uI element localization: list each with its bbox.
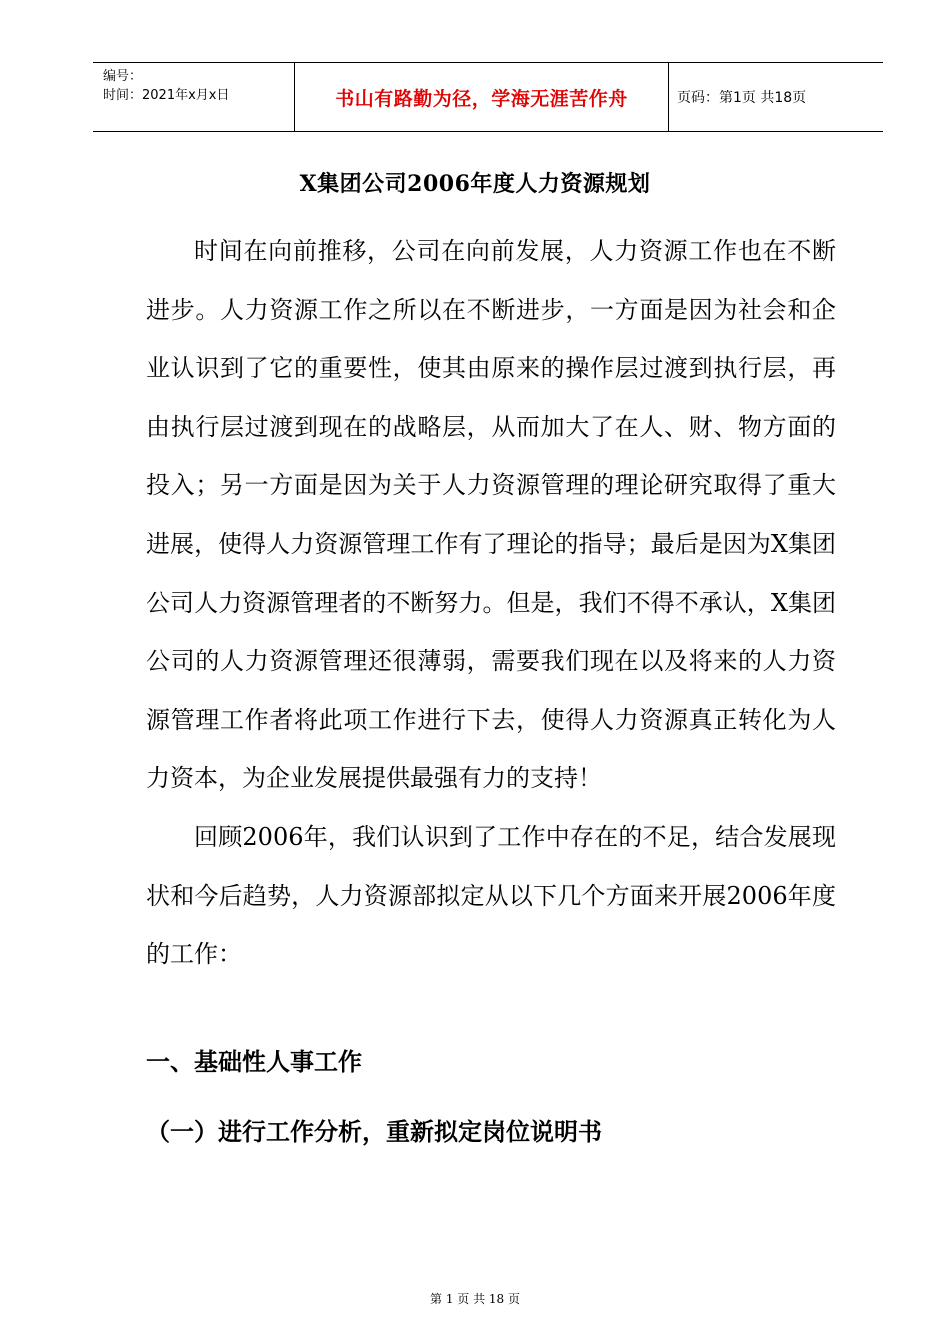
- document-body: [146, 222, 836, 984]
- subsection-heading: （一）进行工作分析，重新拟定岗位说明书: [146, 1118, 602, 1146]
- body-paragraph: 回顾2006年，我们认识到了工作中存在的不足，结合发展现状和今后趋势，人力资源部拟定从以下几个方面来开展2006年度的工作：: [146, 822, 836, 969]
- header-motto: 书山有路勤为径，学海无涯苦作舟: [335, 87, 628, 110]
- header-motto-cell: [294, 63, 669, 131]
- header-page-info: 页码：第1页 共18页: [677, 90, 807, 106]
- page-footer: 第 1 页 共 18 页: [430, 1292, 520, 1306]
- body-paragraph: 时间在向前推移，公司在向前发展，人力资源工作也在不断进步。人力资源工作之所以在不断进步，一方面是因为社会和企业认识到了它的重要性，使其由原来的操作层过渡到执行层，再由执行层过渡到现在的战略层，从而加大了在人、财、物方面的投入；另一方面是因为关于人力资源管理的理论研究取得了重大进展，使得人力资源管理工作有了理论的指导；最后是因为X集团公司人力资源管理者的不断努力。但是，我们不得不承认，X集团公司的人力资源管理还很薄弱，需要我们现在以及将来的人力资源管理工作者将此项工作进行下去，使得人力资源真正转化为人力资本，为企业发展提供最强有力的支持！: [146, 237, 836, 793]
- time-label: 时间：2021年x月x日: [103, 88, 230, 103]
- page-header: [93, 62, 883, 132]
- number-label: 编号：: [103, 69, 143, 84]
- header-meta: [93, 63, 293, 131]
- section-heading: 一、基础性人事工作: [146, 1048, 362, 1076]
- header-page-cell: [669, 63, 883, 131]
- document-title: X集团公司2006年度人力资源规划: [299, 171, 651, 197]
